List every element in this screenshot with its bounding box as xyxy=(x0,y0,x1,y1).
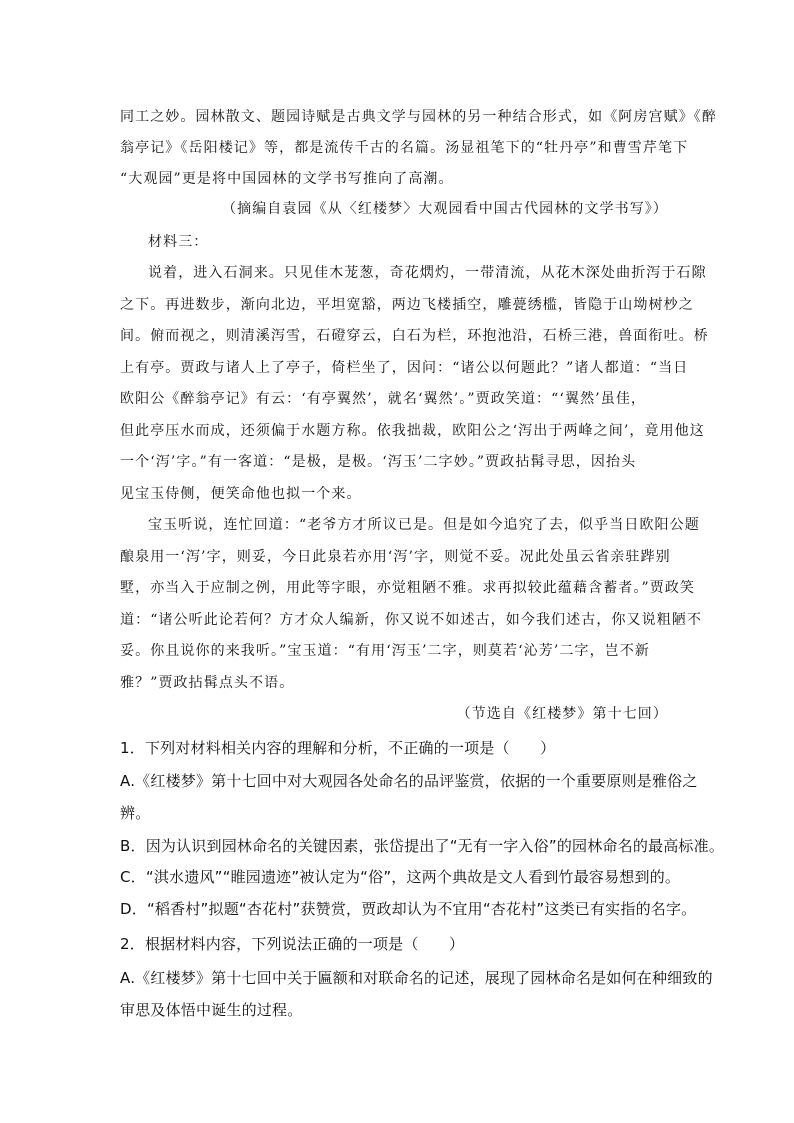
question-1-option-d: D．“稻香村”拟题“杏花村”获赞赏，贾政却认为不宜用“杏花村”这类已有实指的名字。 xyxy=(120,900,697,918)
material3-text-line: 见宝玉侍侧，便笑命他也拟一个来。 xyxy=(120,486,362,502)
material3-text-line: 之下。再进数步，渐向北边，平坦宽豁，两边飞楼插空，雕甍绣槛，皆隐于山坳树杪之 xyxy=(120,297,694,313)
material2-text-line: 翁亭记》《岳阳楼记》等，都是流传千古的名篇。汤显祖笔下的“牡丹亭”和曹雪芹笔下 xyxy=(120,140,689,156)
material2-source: （摘编自袁园《从〈红楼梦〉大观园看中国古代园林的文学书写》） xyxy=(222,201,668,217)
question-1-option-b: B．因为认识到园林命名的关键因素，张岱提出了“无有一字入俗”的园林命名的最高标准。 xyxy=(120,837,725,855)
material2-text-line: “大观园”更是将中国园林的文学书写推向了高潮。 xyxy=(120,171,454,187)
question-2-option-a: A.《红楼梦》第十七回中关于匾额和对联命名的记述，展现了园林命名是如何在种细致的 xyxy=(120,969,713,987)
material3-text-line: 宝玉听说，连忙回道：“老爷方才所议已是。但是如今追究了去，似乎当日欧阳公题 xyxy=(148,517,700,533)
material3-source: （节选自《红楼梦》第十七回） xyxy=(456,706,668,722)
material2-text-line: 同工之妙。园林散文、题园诗赋是古典文学与园林的另一种结合形式，如《阿房宫赋》《醉 xyxy=(120,109,717,125)
material3-text-line: 欧阳公《醉翁亭记》有云：‘有亭翼然’，就名‘翼然’。”贾政笑道：“‘翼然’虽佳， xyxy=(120,391,647,407)
question-2-stem: 2．根据材料内容，下列说法正确的一项是（ ） xyxy=(120,935,465,953)
material3-heading: 材料三： xyxy=(148,234,209,250)
question-2-option-a-cont: 审思及体悟中诞生的过程。 xyxy=(120,1001,303,1019)
material3-text-line: 雅？”贾政拈髯点头不语。 xyxy=(120,675,295,691)
question-1-option-a: A.《红楼梦》第十七回中对大观园各处命名的品评鉴赏，依据的一个重要原则是雅俗之 xyxy=(120,772,698,790)
question-1-option-c: C．“淇水遗风”“睢园遗迹”被认定为“俗”，这两个典故是文人看到竹最容易想到的。 xyxy=(120,868,681,886)
material3-text-line: 上有亭。贾政与诸人上了亭子，倚栏坐了，因问：“诸公以何题此？”诸人都道：“当日 xyxy=(120,360,689,376)
question-1-stem: 1．下列对材料相关内容的理解和分析，不正确的一项是（ ） xyxy=(120,739,556,757)
material3-text-line: 但此亭压水而成，还须偏于水题方称。依我拙裁，欧阳公之‘泻出于两峰之间’，竟用他这 xyxy=(120,423,705,439)
material3-text-line: 说着，进入石洞来。只见佳木茏葱，奇花熌灼，一带清流，从花木深处曲折泻于石隙 xyxy=(148,265,707,281)
material3-text-line: 道：“诸公听此论若何？方才众人编新，你又说不如述古，如今我们述古，你又说粗陋不 xyxy=(120,612,703,628)
question-1-option-a-cont: 辨。 xyxy=(120,804,151,822)
material3-text-line: 墅，亦当入于应制之例，用此等字眼，亦觉粗陋不雅。求再拟较此蕴藉含蓄者。”贾政笑 xyxy=(120,580,696,596)
material3-text-line: 间。俯而视之，则清溪泻雪，石磴穿云，白石为栏，环抱池沿，石桥三港，兽面衔吐。桥 xyxy=(120,328,709,344)
material3-text-line: 酿泉用一‘泻’字，则妥，今日此泉若亦用‘泻’字，则觉不妥。况此处虽云省亲驻跸别 xyxy=(120,549,671,565)
material3-text-line: 妥。你且说你的来我听。”宝玉道：“有用‘泻玉’二字，则莫若‘沁芳’二字，岂不新 xyxy=(120,643,651,659)
material3-text-line: 一个‘泻’字。”有一客道：“是极，是极。‘泻玉’二字妙。”贾政拈髯寻思，因抬头 xyxy=(120,454,637,470)
